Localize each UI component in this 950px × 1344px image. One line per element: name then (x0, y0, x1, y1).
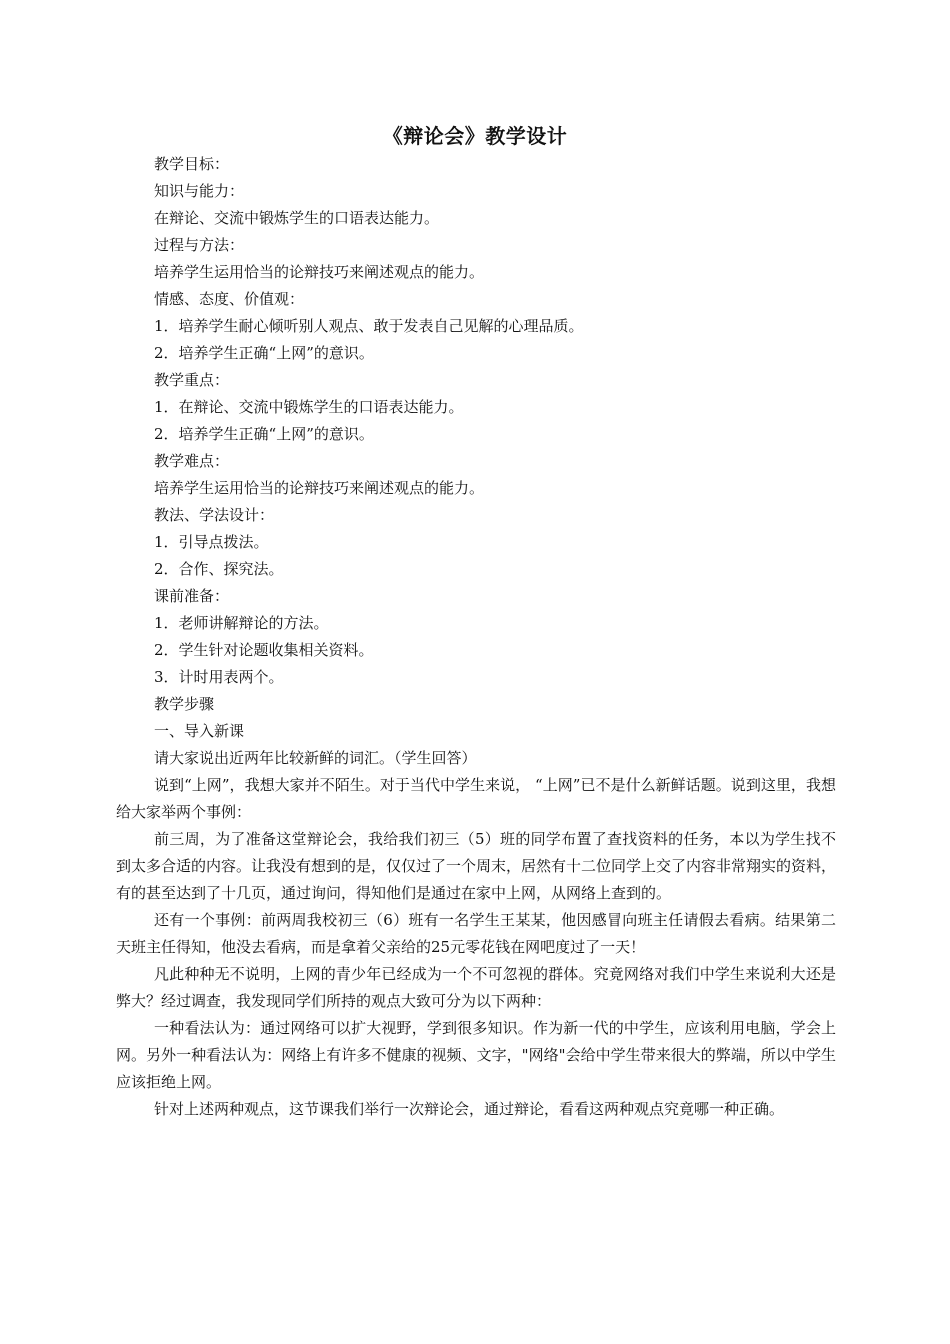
preparation-item: 2．学生针对论题收集相关资料。 (154, 641, 374, 659)
step-one-heading: 一、导入新课 (154, 722, 245, 740)
process-text: 培养学生运用恰当的论辩技巧来阐述观点的能力。 (154, 263, 485, 281)
difficulty-heading: 教学难点： (154, 452, 230, 470)
body-paragraph: 凡此种种无不说明，上网的青少年已经成为一个不可忽视的群体。究竟网络对我们中学生来说利大还是弊大？经过调查，我发现同学们所持的观点大致可分为以下两种： (116, 965, 836, 1010)
preparation-heading: 课前准备： (154, 587, 230, 605)
preparation-item: 1．老师讲解辩论的方法。 (154, 614, 329, 632)
body-paragraph: 还有一个事例：前两周我校初三（6）班有一名学生王某某，他因感冒向班主任请假去看病。结果第二天班主任得知，他没去看病，而是拿着父亲给的25元零花钱在网吧度过了一天！ (116, 911, 836, 956)
body-paragraph: 说到“上网”，我想大家并不陌生。对于当代中学生来说， “上网”已不是什么新鲜话题。说到这里，我想给大家举两个事例： (116, 776, 836, 821)
methods-item: 2．合作、探究法。 (154, 560, 284, 578)
body-paragraph: 针对上述两种观点，这节课我们举行一次辩论会，通过辩论，看看这两种观点究竟哪一种正确。 (154, 1100, 785, 1118)
key-points-heading: 教学重点： (154, 371, 230, 389)
methods-item: 1．引导点拨法。 (154, 533, 269, 551)
key-points-item: 2．培养学生正确“上网”的意识。 (154, 425, 374, 443)
preparation-item: 3．计时用表两个。 (154, 668, 284, 686)
body-paragraph: 一种看法认为：通过网络可以扩大视野，学到很多知识。作为新一代的中学生，应该利用电脑，学会上网。另外一种看法认为：网络上有许多不健康的视频、文字，"网络"会给中学生带来很大的弊端，所以中学生应该拒绝上网。 (116, 1019, 836, 1091)
knowledge-heading: 知识与能力： (154, 182, 245, 200)
values-item: 2．培养学生正确“上网”的意识。 (154, 344, 374, 362)
steps-heading: 教学步骤 (154, 695, 215, 713)
step-one-text: 请大家说出近两年比较新鲜的词汇。（学生回答） (154, 749, 477, 767)
values-heading: 情感、态度、价值观： (154, 290, 305, 308)
process-heading: 过程与方法： (154, 236, 245, 254)
document-body (116, 151, 836, 1123)
key-points-item: 1．在辩论、交流中锻炼学生的口语表达能力。 (154, 398, 464, 416)
values-item: 1．培养学生耐心倾听别人观点、敢于发表自己见解的心理品质。 (154, 317, 584, 335)
body-paragraph: 前三周，为了准备这堂辩论会，我给我们初三（5）班的同学布置了查找资料的任务，本以为学生找不到太多合适的内容。让我没有想到的是，仅仅过了一个周末，居然有十二位同学上交了内容非常翔实的资料，有的甚至达到了十几页，通过询问，得知他们是通过在家中上网，从网络上查到的。 (116, 830, 837, 902)
difficulty-text: 培养学生运用恰当的论辩技巧来阐述观点的能力。 (154, 479, 485, 497)
objectives-heading: 教学目标： (154, 155, 230, 173)
methods-heading: 教法、学法设计： (154, 506, 275, 524)
knowledge-text: 在辩论、交流中锻炼学生的口语表达能力。 (154, 209, 440, 227)
document-title: 《辩论会》教学设计 (382, 124, 568, 148)
